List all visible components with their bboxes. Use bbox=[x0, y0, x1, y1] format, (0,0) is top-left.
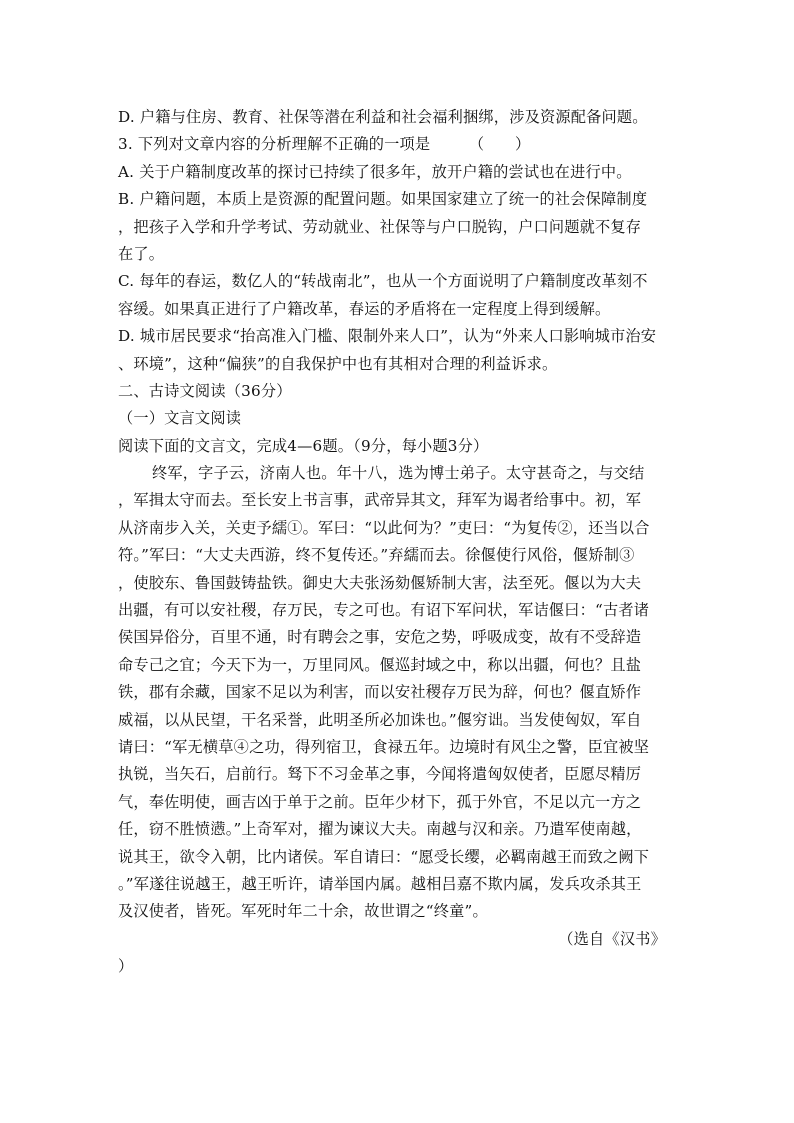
passage-line: 及汉使者，皆死。军死时年二十余，故世谓之“终童”。 bbox=[118, 902, 488, 921]
passage-line: ，军揖太守而去。至长安上书言事，武帝异其文，拜军为谒者给事中。初，军 bbox=[118, 491, 642, 510]
option-b-line3: 在了。 bbox=[118, 244, 165, 263]
passage-line: 请曰：“军无横草④之功，得列宿卫，食禄五年。边境时有风尘之警，臣宜被坚 bbox=[118, 737, 650, 756]
option-d-prev: D. 户籍与住房、教育、社保等潜在利益和社会福利捆绑，涉及资源配备问题。 bbox=[118, 108, 648, 126]
passage-line: 执锐，当矢石，启前行。驽下不习金革之事，今闻将遣匈奴使者，臣愿尽精厉 bbox=[118, 765, 642, 784]
passage-line: 气，奉佐明使，画吉凶于单于之前。臣年少材下，孤于外官，不足以亢一方之 bbox=[118, 792, 642, 811]
passage-line: 侯国异俗分，百里不通，时有聘会之事，安危之势，呼吸成变，故有不受辞造 bbox=[118, 628, 642, 647]
passage-line: 。”军遂往说越王，越王听许，请举国内属。越相吕嘉不欺内属，发兵攻杀其王 bbox=[118, 874, 642, 893]
passage-line: 威福，以从民望，干名采誉，此明圣所必加诛也。”偃穷诎。当发使匈奴，军自 bbox=[118, 710, 642, 729]
option-b-line2: ，把孩子入学和升学考试、劳动就业、社保等与户口脱钩，户口问题就不复存 bbox=[118, 217, 642, 236]
option-c-line1: C. 每年的春运，数亿人的“转战南北”，也从一个方面说明了户籍制度改革刻不 bbox=[118, 272, 648, 291]
passage-line: 铁，郡有余藏，国家不足以为利害，而以安社稷存万民为辞，何也？偃直矫作 bbox=[118, 683, 642, 702]
option-c-line2: 容缓。如果真正进行了户籍改革，春运的矛盾将在一定程度上得到缓解。 bbox=[118, 299, 611, 318]
passage-line: 从济南步入关，关吏予繻①。军曰：“以此何为？”吏曰：“为复传②，还当以合 bbox=[118, 518, 650, 537]
section-heading: 二、古诗文阅读（36分） bbox=[118, 381, 292, 400]
option-d-line2: 、环境”，这种“偏狭”的自我保护中也有其相对合理的利益诉求。 bbox=[118, 354, 558, 373]
option-b-line1: B. 户籍问题，本质上是资源的配置问题。如果国家建立了统一的社会保障制度 bbox=[118, 190, 648, 209]
passage-line: 出疆，有可以安社稷，存万民，专之可也。有诏下军问状，军诘偃曰：“古者诸 bbox=[118, 601, 650, 620]
document-body bbox=[118, 104, 678, 981]
passage-line: ，使胶东、鲁国鼓铸盐铁。御史大夫张汤劾偃矫制大害，法至死。偃以为大夫 bbox=[118, 573, 642, 592]
reading-instruction: 阅读下面的文言文，完成4—6题。（9分，每小题3分） bbox=[118, 436, 489, 455]
passage-line: 说其王，欲令入朝，比内诸侯。军自请曰：“愿受长缨，必羁南越王而致之阙下 bbox=[118, 847, 650, 866]
passage-line: 符。”军曰：“大丈夫西游，终不复传还。”弃繻而去。徐偃使行风俗，偃矫制③ bbox=[118, 546, 635, 565]
passage-line: 终军，字子云，济南人也。年十八，选为博士弟子。太守甚奇之，与交结 bbox=[152, 464, 645, 483]
passage-line: 任，窃不胜愤懑。”上奇军对，擢为谏议大夫。南越与汉和亲。乃遣军使南越， bbox=[118, 820, 642, 839]
source-citation-close: ） bbox=[118, 957, 134, 976]
question-3: 3. 下列对文章内容的分析理解不正确的一项是 （ ） bbox=[118, 135, 531, 154]
subsection-heading: （一）文言文阅读 bbox=[118, 409, 242, 428]
option-d-line1: D. 城市居民要求“抬高准入门槛、限制外来人口”，认为“外来人口影响城市治安 bbox=[118, 327, 657, 346]
passage-line: 命专己之宜；今天下为一，万里同风。偃巡封域之中，称以出疆，何也？且盐 bbox=[118, 655, 642, 674]
source-citation: （选自《汉书》 bbox=[558, 929, 666, 948]
option-a: A. 关于户籍制度改革的探讨已持续了很多年，放开户籍的尝试也在进行中。 bbox=[118, 162, 632, 181]
